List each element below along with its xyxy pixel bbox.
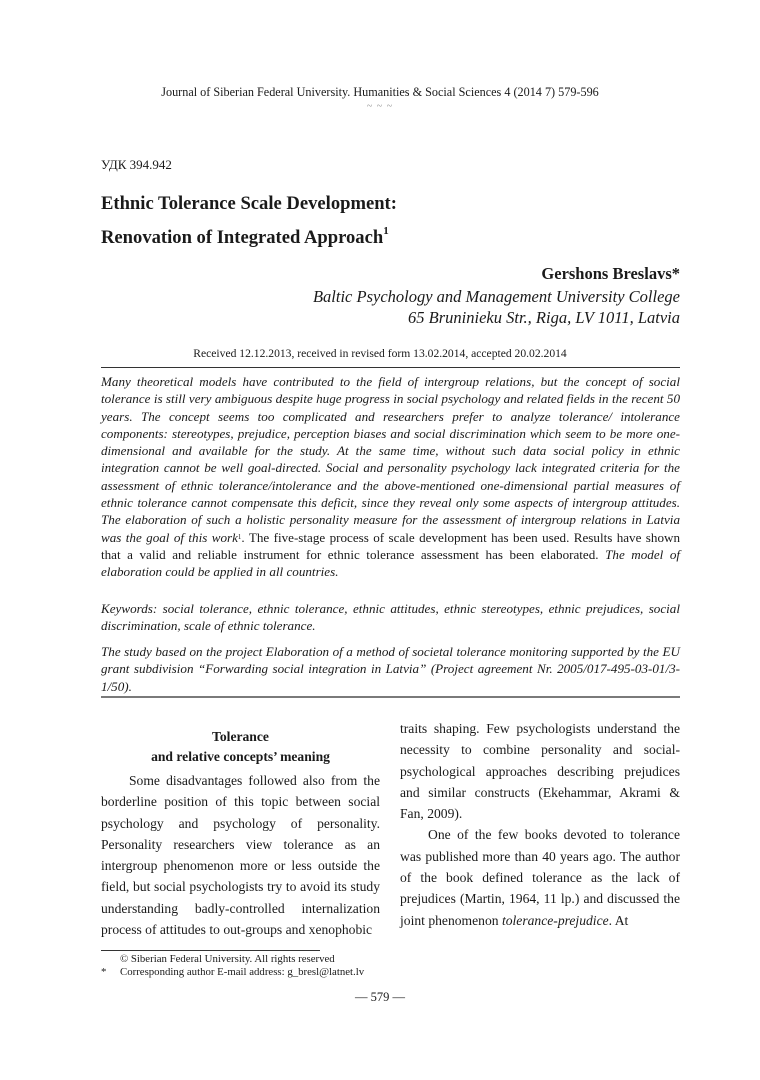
abstract-footnote-mark: 1 — [237, 532, 242, 541]
footnote-asterisk: * — [101, 966, 107, 978]
corresponding-email-text: Corresponding author E-mail address: g_bresl@latnet.lv — [120, 966, 365, 978]
copyright-text: © Siberian Federal University. All rights reserved — [120, 953, 335, 965]
footnote-rule — [101, 950, 320, 951]
paper-title-text: Renovation of Integrated Approach — [101, 227, 384, 248]
abstract — [101, 373, 680, 581]
author-address: 65 Bruninieku Str., Riga, LV 1011, Latvia — [408, 308, 680, 327]
paper-title-line1: Ethnic Tolerance Scale Development: — [101, 193, 397, 214]
author-affiliation: Baltic Psychology and Management University College — [312, 287, 680, 306]
paragraph-italic-term: tolerance-prejudice — [501, 912, 609, 928]
abstract-italic-end: The model of elaboration could be applied in all countries. — [101, 546, 680, 580]
funding-note: The study based on the project Elaboration of a method of societal tolerance monitoring supported by the EU grant subdivision “Forwarding social integration in Latvia” (Project agreement Nr. 2005/017-495-03-01/3-1/50). — [101, 644, 680, 694]
received-dates: Received 12.12.2013, received in revised form 13.02.2014, accepted 20.02.2014 — [193, 347, 567, 360]
abstract-top-rule — [101, 367, 680, 368]
abstract-italic: Many theoretical models have contributed to the field of intergroup relations, but the concept of social tolerance is still very ambiguous despite huge progress in social psychology and related fields in the recent 50 years. The concept seems too complicated and researchers prefer to analyze tolerance/ intolerance components: stereotypes, prejudice, perception biases and social discrimination which seem to be more one-dimensional and available for the study. At the same time, without such data social policy in ethnic integration cannot be well goal-directed. Social and personality psychology lack integrated criteria for the assessment of ethnic tolerance/intolerance and the above-mentioned one-dimensional partial measures of ethnic tolerance cannot compensate this deficit, since they reveal only some aspects of intergroup attitudes. The elaboration of such a holistic personality measure for the assessment of intergroup relations in Latvia was the goal of this work — [101, 374, 680, 545]
paper-title-line2 — [101, 227, 389, 249]
udk-code: УДК 394.942 — [101, 157, 172, 172]
header-ornament: ~ ~ ~ — [366, 101, 394, 112]
page-number: — 579 — — [355, 990, 405, 1004]
abstract-roman: . The five-stage process of scale development has been used. Results have shown that a valid and reliable instrument for ethnic tolerance assessment has been elaborated. — [101, 529, 681, 562]
body-paragraph: traits shaping. Few psychologists understand the necessity to combine personality and social-psychological approaches describing prejudices and similar constructs (Ekehammar, Akrami & Fan, 2009). — [400, 721, 680, 822]
keywords: Keywords: social tolerance, ethnic tolerance, ethnic attitudes, ethnic stereotypes, ethnic prejudices, social discrimination, scale of ethnic tolerance. — [101, 601, 680, 634]
footnote-corresponding — [101, 966, 364, 979]
author-name: Gershons Breslavs* — [541, 264, 680, 283]
section-heading-line1: Tolerance — [212, 729, 269, 744]
journal-header: Journal of Siberian Federal University. Humanities & Social Sciences 4 (2014 7) 579-596 — [161, 85, 599, 99]
body-paragraph — [400, 824, 680, 930]
title-footnote-mark: 1 — [383, 225, 389, 237]
section-heading — [101, 727, 380, 767]
footnote-copyright — [101, 953, 335, 966]
body-paragraph: Some disadvantages followed also from the borderline position of this topic between social psychology and psychology of personality. Personality researchers view tolerance as an intergroup phenomenon more or less outside the field, but social psychologists try to avoid its study understanding badly-controlled internalization process of attitudes to out-groups and xenophobic — [101, 773, 380, 938]
paragraph-text: One of the few books devoted to tolerance was published more than 40 years ago. The author of the book defined tolerance as the lack of prejudices (Martin, 1964, 11 lp.) and discussed the joint phenomenon — [400, 827, 680, 928]
body-column-right — [400, 718, 680, 931]
paragraph-text-end: . At — [608, 912, 629, 928]
body-column-left — [101, 727, 380, 940]
section-heading-line2: and relative concepts’ meaning — [151, 749, 330, 764]
abstract-bottom-rule — [101, 696, 680, 698]
